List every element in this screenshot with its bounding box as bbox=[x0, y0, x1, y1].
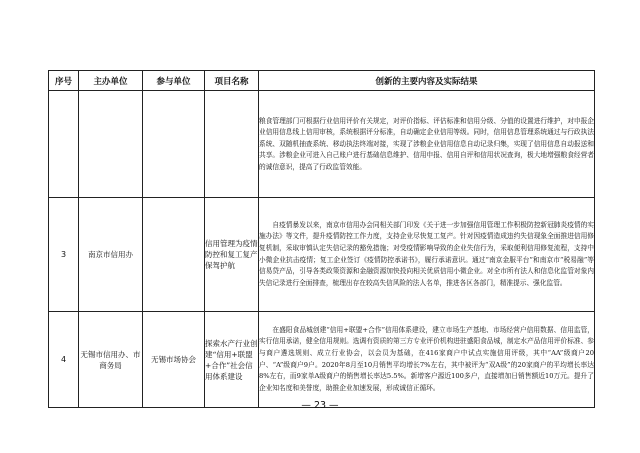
row-project-name: 探索水产行业创建“信用+联盟+合作”社会信用体系建设 bbox=[205, 312, 259, 408]
row-host-unit bbox=[79, 91, 143, 198]
row-innovation-content: 自疫情暴发以来，南京市信用办会同相关部门印发《关于进一步加强信用管理工作积极防控新冠肺炎疫情的实施办法》等文件，提升疫情防控工作力度，支持企业尽快复工复产。针对因疫情造成违约失信现象全面推进信用修复机制，采取审慎认定失信记录的豁免措施；对受疫情影响导致的企业失信行为，采取便利信用修复流程，支持中小微企业抗击疫情；复工企业签订《疫情防控承诺书》，履行承诺意识。通过“南京金服平台”和南京市“税易融”等信易贷产品，引导各类政策资源和金融资源加快投向相关优质信用小微企业。对全市所有法人和信息化监管对象内失信记录进行全面排查，梳理出存在较高失信风险的法人名单，推进各区各部门，精准提示、强化监管。 bbox=[259, 220, 594, 287]
row-serial-number: 3 bbox=[49, 198, 79, 312]
table-header-row bbox=[49, 71, 595, 91]
header-host-unit: 主办单位 bbox=[79, 71, 143, 91]
row-participating-unit bbox=[143, 198, 205, 312]
table-row bbox=[49, 312, 595, 408]
row-innovation-content: 粮食管理部门可根据行业信用评价有关规定，对评价指标、评估标准和信用分级、分值的设置进行维护，对申报企业信用信息线上信用审核，系统根据评分标准，自动确定企业信用等级。同时，信用信息管理系统通过与行政执法系统、双随机抽查系统、移动执法终端对接，实现了涉粮企业信用信息自动记录归集，实现了信用信息自动报送和共享。涉粮企业可进入自己账户进行基础信息维护、信用申报、信用自评和信用状况查询，极大地增强粮食经营者的诚信意识，提高了行政监管效能。 bbox=[259, 116, 594, 171]
page-number: — 23 — bbox=[301, 400, 339, 411]
row-participating-unit: 无锡市场协会 bbox=[143, 312, 205, 408]
header-participating-unit: 参与单位 bbox=[143, 71, 205, 91]
row-participating-unit bbox=[143, 91, 205, 198]
innovation-table bbox=[48, 70, 595, 408]
row-serial-number: 4 bbox=[49, 312, 79, 408]
header-serial-number: 序号 bbox=[49, 71, 79, 91]
table-row bbox=[49, 198, 595, 312]
header-innovation-content: 创新的主要内容及实际结果 bbox=[259, 71, 595, 91]
header-project-name: 项目名称 bbox=[205, 71, 259, 91]
row-project-name: 信用管理为疫情防控和复工复产保驾护航 bbox=[205, 198, 259, 312]
row-serial-number bbox=[49, 91, 79, 198]
row-innovation-content: 在盛阳食品城创建“信用+联盟+合作”信用体系建设，建立市场生产基地、市场经营户信用数据、信用监管，实行信用承诺，健全信用规则。选调有资质的第三方专业评价机构进驻盛阳食品城，制定水产品信用评价标准、参与商户遴选规则、成立行业协会，以会员为基础，在416家商户中试点实施信用评级，其中“AA”级商户20户、“A”级商户9户。2020年8月至10月销售平均增长7%左右，其中被评为“双A级”的20家商户的平均增长率达8%左右，而9家单A级商户的销售增长率达5.5%。新增客户源近100多户，直接增加日销售额近10万元。提升了企业知名度和美誉度，助推企业加速发展，形成诚信正循环。 bbox=[259, 325, 594, 392]
table-row bbox=[49, 91, 595, 198]
row-project-name bbox=[205, 91, 259, 198]
row-host-unit: 南京市信用办 bbox=[79, 198, 143, 312]
row-host-unit: 无锡市信用办、市商务局 bbox=[79, 312, 143, 408]
